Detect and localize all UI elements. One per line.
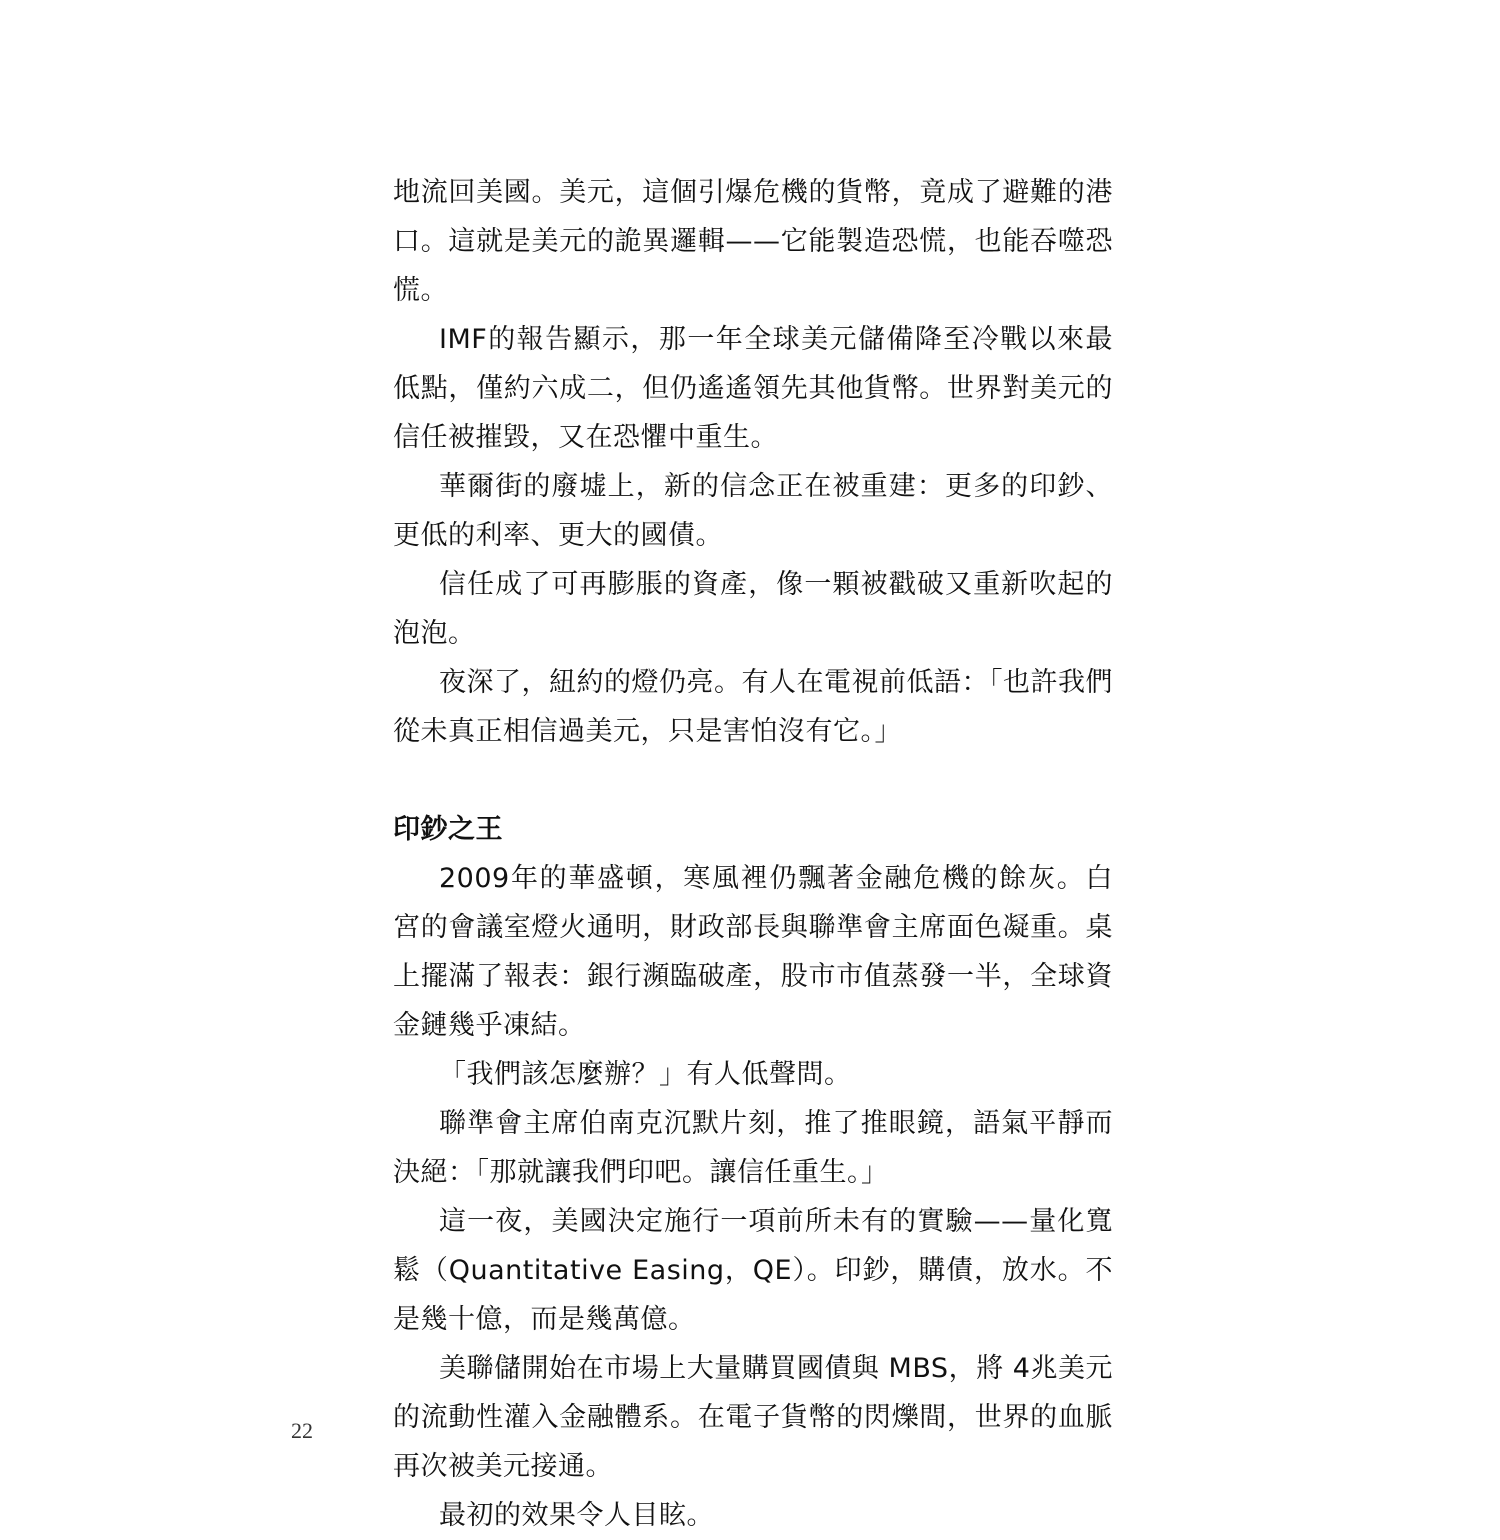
paragraph: 夜深了，紐約的燈仍亮。有人在電視前低語：「也許我們從未真正相信過美元，只是害怕沒有它。」 xyxy=(393,667,1113,747)
paragraph: 聯準會主席伯南克沉默片刻，推了推眼鏡，語氣平靜而決絕：「那就讓我們印吧。讓信任重生。」 xyxy=(393,1108,1113,1188)
section-spacer xyxy=(393,756,1113,805)
main-text xyxy=(393,168,1113,1540)
paragraph: 美聯儲開始在市場上大量購買國債與 MBS，將 4兆美元的流動性灌入金融體系。在電子貨幣的閃爍間，世界的血脈再次被美元接通。 xyxy=(393,1353,1113,1482)
paragraph: IMF的報告顯示，那一年全球美元儲備降至冷戰以來最低點，僅約六成二，但仍遙遙領先其他貨幣。世界對美元的信任被摧毀，又在恐懼中重生。 xyxy=(393,324,1113,453)
paragraph: 華爾街的廢墟上，新的信念正在被重建：更多的印鈔、更低的利率、更大的國債。 xyxy=(393,471,1113,551)
paragraph: 信任成了可再膨脹的資產，像一顆被戳破又重新吹起的泡泡。 xyxy=(393,569,1113,649)
paragraph: 地流回美國。美元，這個引爆危機的貨幣，竟成了避難的港口。這就是美元的詭異邏輯——它能製造恐慌，也能吞噬恐慌。 xyxy=(393,177,1113,306)
paragraph: 「我們該怎麼辦？」有人低聲問。 xyxy=(439,1059,852,1090)
section-heading: 印鈔之王 xyxy=(393,814,503,845)
paragraph: 2009年的華盛頓，寒風裡仍飄著金融危機的餘灰。白宮的會議室燈火通明，財政部長與聯準會主席面色凝重。桌上擺滿了報表：銀行瀕臨破產，股市市值蒸發一半，全球資金鏈幾乎凍結。 xyxy=(393,863,1113,1041)
paragraph: 這一夜，美國決定施行一項前所未有的實驗——量化寬鬆（Quantitative Easing，QE）。印鈔，購債，放水。不是幾十億，而是幾萬億。 xyxy=(393,1206,1113,1335)
paragraph: 最初的效果令人目眩。 xyxy=(439,1500,714,1531)
page-number: 22 xyxy=(291,1418,313,1443)
